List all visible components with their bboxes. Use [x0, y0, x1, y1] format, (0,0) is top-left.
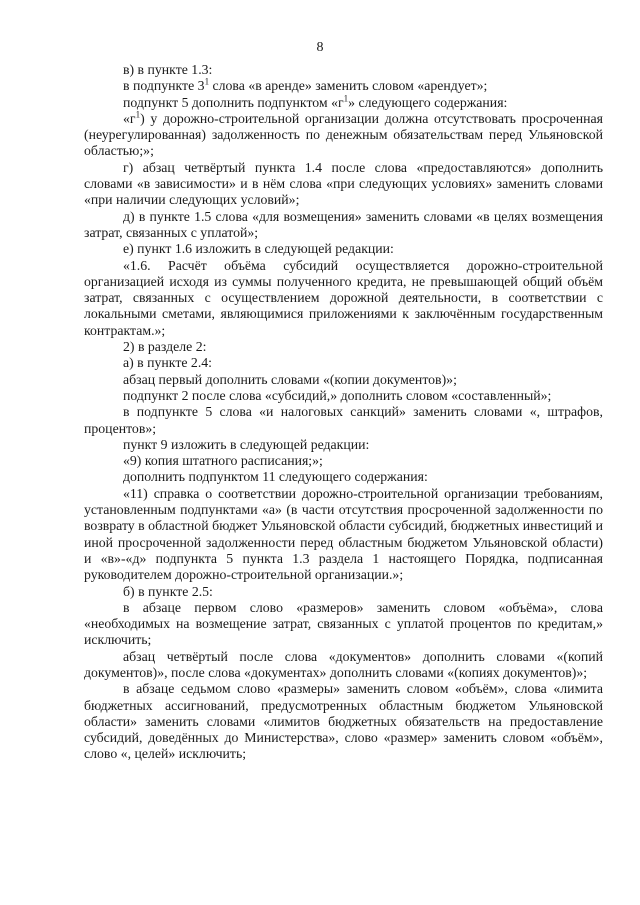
document-body: [84, 62, 603, 763]
paragraph: абзац первый дополнить словами «(копии документов)»;: [123, 371, 457, 387]
paragraph: в абзаце седьмом слово «размеры» заменить словом «объём», слова «лимита бюджетных ассигнований, предусмотренных областным бюджетом Ульяновской области» заменить словами «лимитов бюджетных обязательств на предоставление субсидий, доведённых до Министерства», слово «размер» заменить словом «объём», слово «, целей» исключить;: [84, 681, 603, 762]
paragraph: подпункт 2 после слова «субсидий,» дополнить словом «составленный»;: [123, 387, 552, 403]
paragraph: е) пункт 1.6 изложить в следующей редакции:: [123, 241, 394, 257]
paragraph: д) в пункте 1.5 слова «для возмещения» заменить словами «в целях возмещения затрат, связанных с уплатой»;: [84, 208, 603, 240]
paragraph: «1.6. Расчёт объёма субсидий осуществляется дорожно-строительной организацией исходя из суммы полученного кредита, не превышающей общий объём затрат, связанных с осуществлением дорожной деятельности, в соответствии с локальными сметами, являющимися приложениями к заключённым государственным контрактам.»;: [84, 257, 603, 338]
paragraph: «9) копия штатного расписания;»;: [123, 453, 323, 469]
paragraph: в подпункте $3^1$ слова «в аренде» заменить словом «арендует»;: [123, 76, 488, 94]
paragraph: в подпункте 5 слова «и налоговых санкций» заменить словами «, штрафов, процентов»;: [84, 404, 603, 436]
superscript: 1: [204, 76, 210, 87]
paragraph: в) в пункте 1.3:: [123, 62, 213, 77]
paragraph: дополнить подпунктом 11 следующего содержания:: [123, 469, 428, 485]
paragraph: абзац четвёртый после слова «документов» дополнить словами «(копий документов)», после слова «документах» дополнить словами «(копиях документов)»;: [84, 648, 603, 680]
paragraph: «11) справка о соответствии дорожно-строительной организации требованиям, установленным подпунктами «а» (в части отсутствия просроченной задолженности по возврату в областной бюджет Ульяновской области субсидий, бюджетных инвестиций и иной просроченной задолженности перед областным бюджетом Ульяновской области) и «в»-«д» подпункта 5 пункта 1.3 раздела 1 настоящего Порядка, подписанная руководителем дорожно-строительной организации.»;: [84, 485, 603, 583]
superscript: 1: [135, 109, 141, 120]
superscript: 1: [343, 93, 349, 103]
paragraph: а) в пункте 2.4:: [123, 355, 212, 371]
paragraph: подпункт 5 дополнить подпунктом «$г^1$» следующего содержания:: [123, 93, 508, 110]
paragraph: б) в пункте 2.5:: [123, 583, 213, 599]
paragraph: пункт 9 изложить в следующей редакции:: [123, 436, 370, 452]
paragraph: 2) в разделе 2:: [123, 339, 207, 355]
paragraph: в абзаце первом слово «размеров» заменить словом «объёма», слова «необходимых на возмещение затрат, связанных с уплатой процентов по кредитам,» исключить;: [84, 599, 603, 648]
paragraph: г) абзац четвёртый пункта 1.4 после слова «предоставляются» дополнить словами «в зависимости» и в нём слова «при следующих условиях» заменить словами «при наличии следующих условий»;: [84, 159, 603, 208]
paragraph: «$г^1$) у дорожно-строительной организации должна отсутствовать просроченная (неурегулированная) задолженность по денежным обязательствам перед Ульяновской областью;»;: [84, 109, 603, 159]
page-number: 8: [316, 40, 324, 55]
